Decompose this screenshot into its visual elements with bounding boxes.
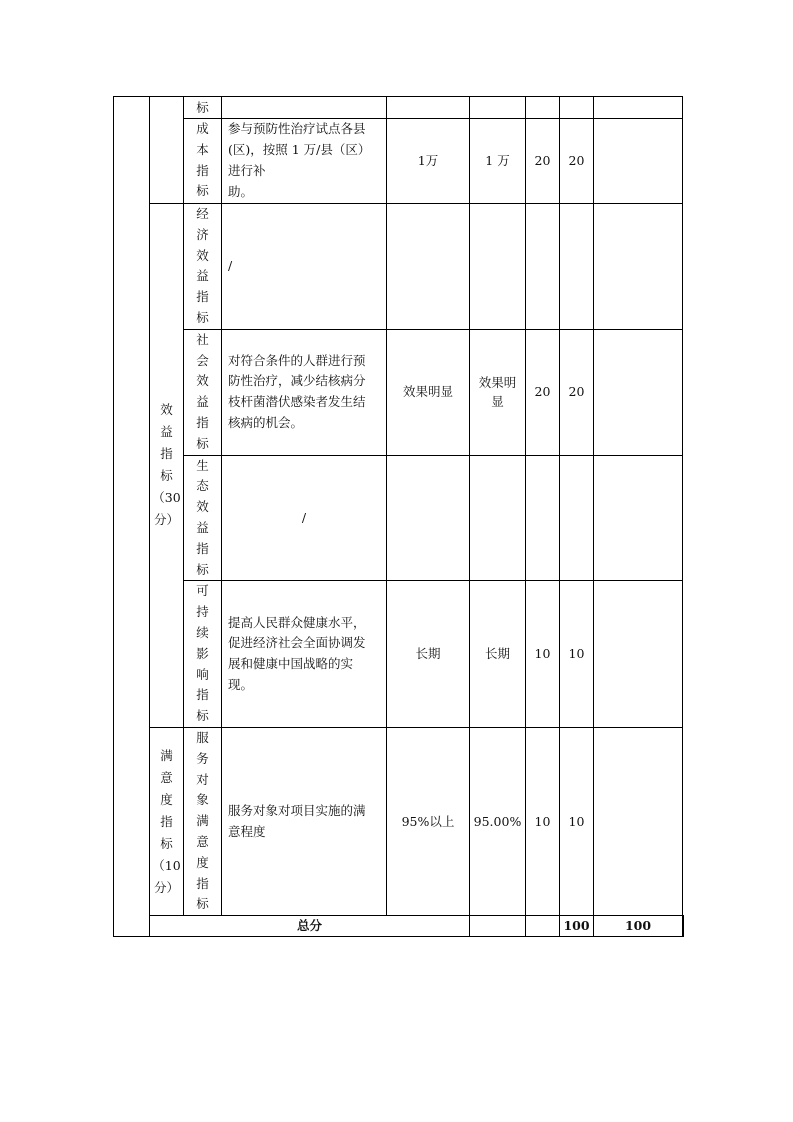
actual-cell <box>526 916 560 937</box>
note-cell <box>683 916 684 937</box>
note-cell <box>594 455 683 581</box>
weight-cell <box>526 97 560 119</box>
actual-cell <box>470 97 526 119</box>
actual-cell: 95.00% <box>470 727 526 915</box>
target-cell <box>387 97 470 119</box>
performance-indicator-table <box>113 96 684 937</box>
indicator-label-ecological: 生 态 效 益 指 标 <box>184 455 222 581</box>
note-cell <box>594 329 683 455</box>
satisfaction-group-label: 满 意 度 指 标 （10 分） <box>150 727 184 915</box>
score-cell: 20 <box>560 119 594 204</box>
note-cell <box>594 727 683 915</box>
table-row <box>114 455 684 581</box>
table-row <box>114 727 684 915</box>
note-cell <box>594 581 683 728</box>
total-score: 100 <box>594 916 683 937</box>
target-cell: 95%以上 <box>387 727 470 915</box>
content-cell: 服务对象对项目实施的满 意程度 <box>222 727 387 915</box>
indicator-label-economic: 经 济 效 益 指 标 <box>184 204 222 330</box>
benefit-group-label: 效 益 指 标 （30 分） <box>150 204 184 728</box>
table-row <box>114 119 684 204</box>
score-cell: 10 <box>560 727 594 915</box>
indicator-label-social: 社 会 效 益 指 标 <box>184 329 222 455</box>
actual-cell <box>470 455 526 581</box>
score-cell <box>560 455 594 581</box>
indicator-label-satisfaction: 服 务 对 象 满 意 度 指 标 <box>184 727 222 915</box>
actual-cell: 效果明 显 <box>470 329 526 455</box>
target-cell <box>387 455 470 581</box>
content-cell: 对符合条件的人群进行预 防性治疗，减少结核病分 枝杆菌潜伏感染者发生结 核病的机会。 <box>222 329 387 455</box>
content-cell: / <box>222 204 387 330</box>
target-cell <box>470 916 526 937</box>
indicator-label-cost: 成 本 指 标 <box>184 119 222 204</box>
note-cell <box>594 97 683 119</box>
target-cell: 1万 <box>387 119 470 204</box>
col2-merged-cell <box>150 97 184 204</box>
actual-cell: 1 万 <box>470 119 526 204</box>
content-cell <box>222 97 387 119</box>
table-row <box>114 581 684 728</box>
note-cell <box>594 119 683 204</box>
total-label: 总分 <box>150 916 470 937</box>
weight-cell: 20 <box>526 119 560 204</box>
score-cell: 20 <box>560 329 594 455</box>
weight-cell <box>526 455 560 581</box>
weight-cell: 10 <box>526 727 560 915</box>
score-cell <box>560 97 594 119</box>
total-weight: 100 <box>560 916 594 937</box>
actual-cell: 长期 <box>470 581 526 728</box>
actual-cell <box>470 204 526 330</box>
score-cell <box>560 204 594 330</box>
weight-cell: 10 <box>526 581 560 728</box>
weight-cell: 20 <box>526 329 560 455</box>
table-row <box>114 329 684 455</box>
target-cell: 长期 <box>387 581 470 728</box>
target-cell <box>387 204 470 330</box>
note-cell <box>594 204 683 330</box>
table-row <box>114 97 684 119</box>
table-row <box>114 204 684 330</box>
score-cell: 10 <box>560 581 594 728</box>
weight-cell <box>526 204 560 330</box>
content-cell: 参与预防性治疗试点各县 (区)，按照 1 万/县（区） 进行补 助。 <box>222 119 387 204</box>
total-row <box>114 916 684 937</box>
indicator-label: 标 <box>184 97 222 119</box>
content-cell: 提高人民群众健康水平， 促进经济社会全面协调发 展和健康中国战略的实 现。 <box>222 581 387 728</box>
target-cell: 效果明显 <box>387 329 470 455</box>
indicator-label-sustainable: 可 持 续 影 响 指 标 <box>184 581 222 728</box>
content-cell: / <box>222 455 387 581</box>
col1-merged-cell <box>114 97 150 937</box>
